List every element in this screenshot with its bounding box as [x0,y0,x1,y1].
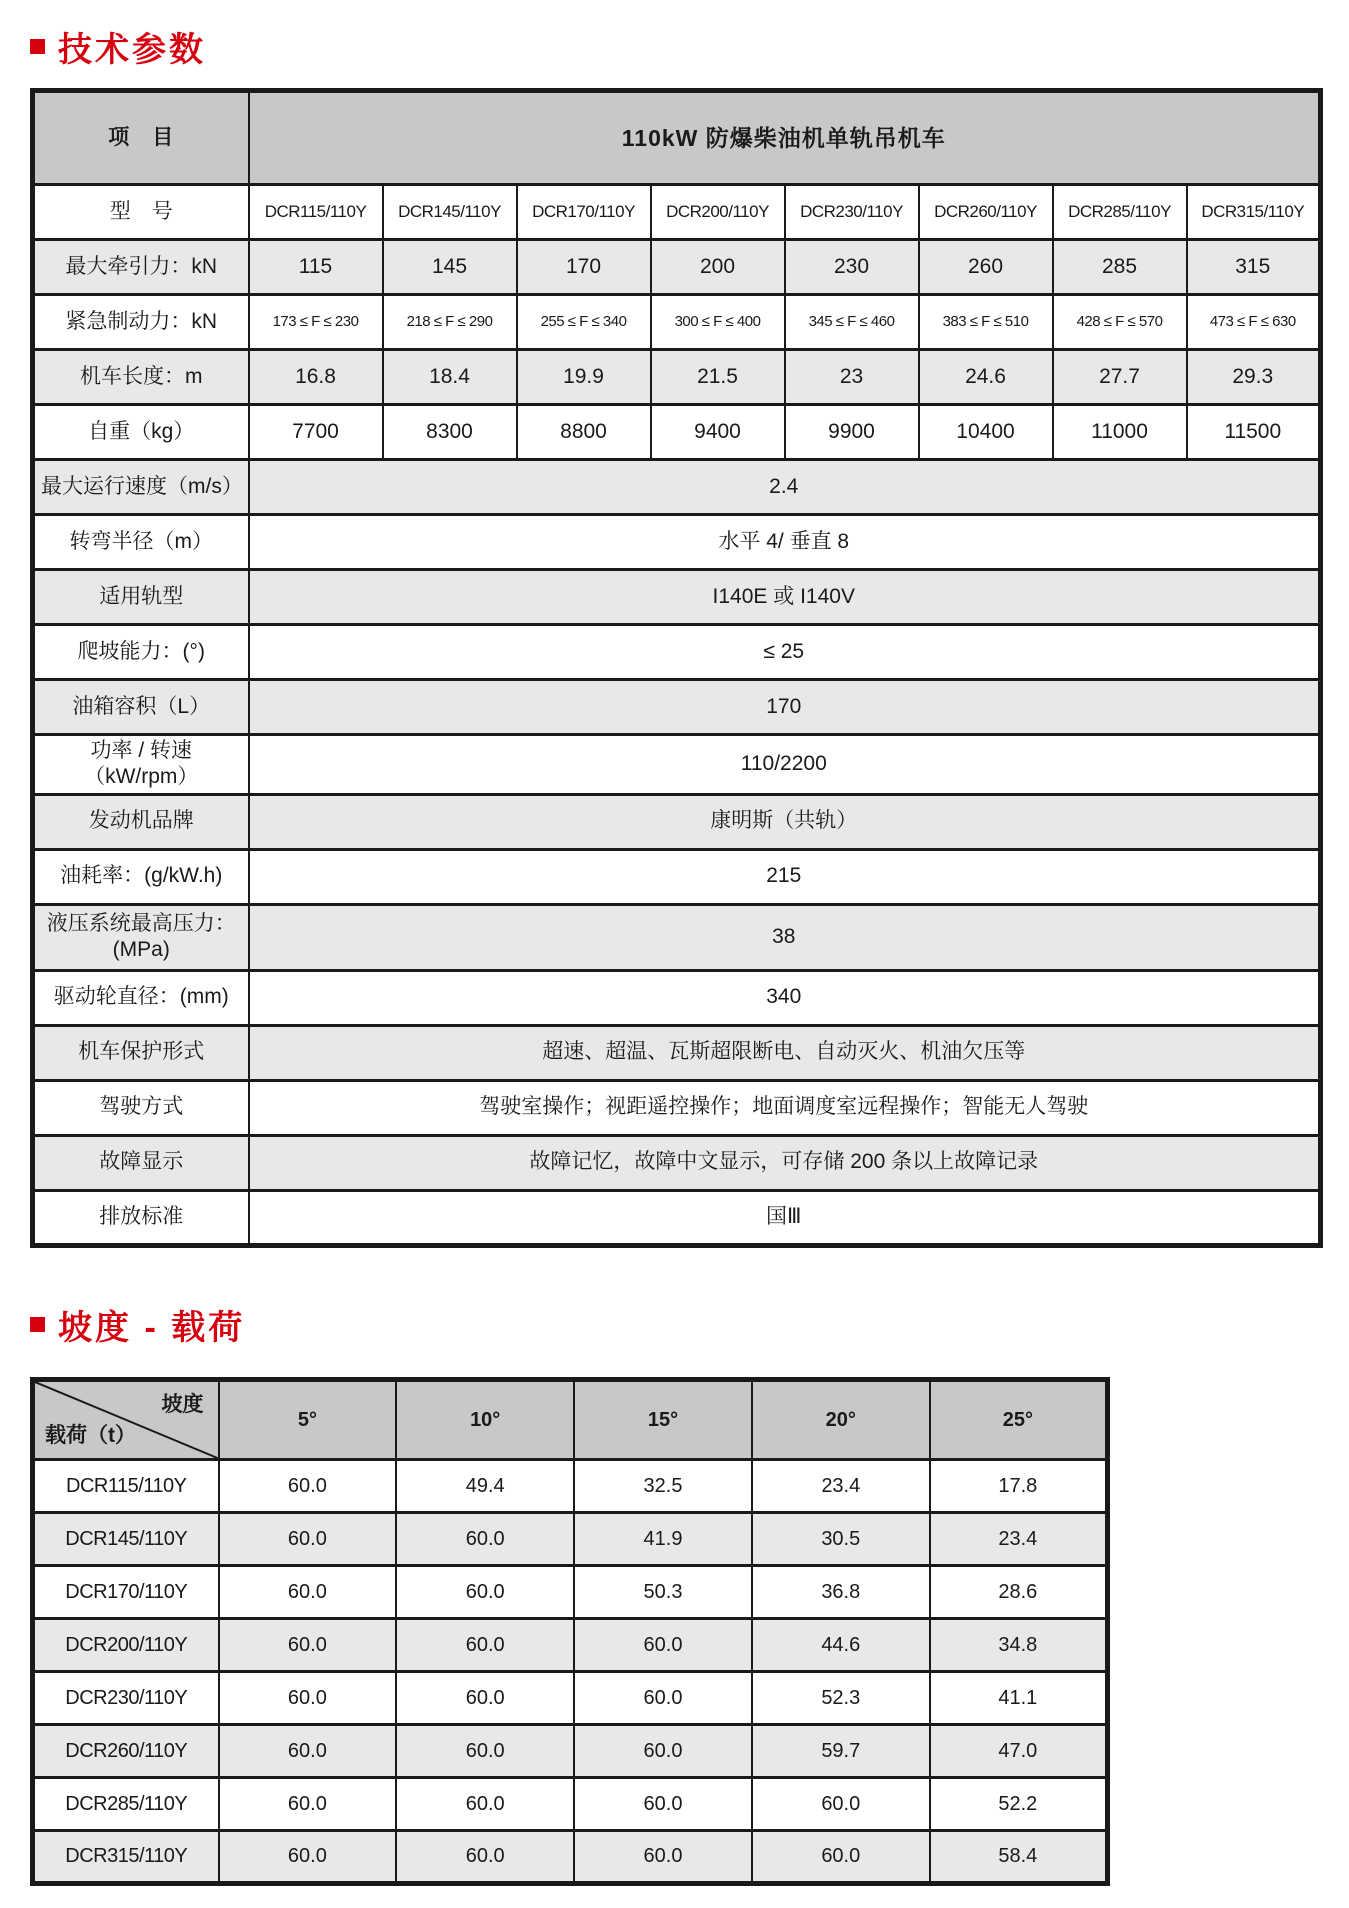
load-value-cell: 41.1 [930,1672,1108,1725]
load-value-cell: 17.8 [930,1460,1108,1513]
load-value-cell: 36.8 [752,1566,930,1619]
load-value-cell: 59.7 [752,1725,930,1778]
spec-cell: 218 ≤ F ≤ 290 [383,295,517,350]
load-value-cell: 60.0 [574,1831,752,1884]
load-value-cell: 47.0 [930,1725,1108,1778]
spec-cell: 国Ⅲ [249,1190,1321,1245]
load-value-cell: 60.0 [752,1778,930,1831]
spec-cell: 康明斯（共轨） [249,794,1321,849]
spec-cell: 145 [383,240,517,295]
spec-cell: 230 [785,240,919,295]
load-value-cell: 60.0 [396,1619,574,1672]
spec-row-label: 转弯半径（m） [33,515,249,570]
load-value-cell: 49.4 [396,1460,574,1513]
load-model-cell: DCR260/110Y [33,1725,219,1778]
spec-row-label: 适用轨型 [33,570,249,625]
spec-cell: 110/2200 [249,735,1321,795]
load-value-cell: 60.0 [219,1778,397,1831]
spec-row-label: 功率 / 转速（kW/rpm） [33,735,249,795]
spec-model-header: DCR260/110Y [919,185,1053,240]
load-model-cell: DCR170/110Y [33,1566,219,1619]
load-value-cell: 60.0 [396,1672,574,1725]
spec-row-label: 发动机品牌 [33,794,249,849]
corner-load-label: 载荷（t） [45,1423,136,1447]
load-model-cell: DCR115/110Y [33,1460,219,1513]
load-value-cell: 52.2 [930,1778,1108,1831]
spec-row-label: 机车长度：m [33,350,249,405]
load-model-cell: DCR200/110Y [33,1619,219,1672]
spec-row-label: 油箱容积（L） [33,680,249,735]
load-value-cell: 34.8 [930,1619,1108,1672]
slope-header-cell: 25° [930,1380,1108,1460]
spec-cell: 215 [249,849,1321,904]
spec-cell: 21.5 [651,350,785,405]
spec-cell: 10400 [919,405,1053,460]
spec-row-label: 最大运行速度（m/s） [33,460,249,515]
load-value-cell: 60.0 [219,1725,397,1778]
spec-cell: 38 [249,904,1321,970]
spec-cell: 173 ≤ F ≤ 230 [249,295,383,350]
spec-cell: 故障记忆，故障中文显示，可存储 200 条以上故障记录 [249,1135,1321,1190]
spec-row-label: 紧急制动力：kN [33,295,249,350]
load-value-cell: 50.3 [574,1566,752,1619]
section-title-tech-params [30,22,206,71]
spec-cell: 8800 [517,405,651,460]
slope-header-cell: 20° [752,1380,930,1460]
spec-cell: 16.8 [249,350,383,405]
load-value-cell: 23.4 [752,1460,930,1513]
spec-cell: 19.9 [517,350,651,405]
spec-row-label: 机车保护形式 [33,1025,249,1080]
red-square-bullet-icon [30,1317,45,1332]
spec-row-label: 排放标准 [33,1190,249,1245]
load-value-cell: 60.0 [396,1725,574,1778]
spec-table [30,88,1323,1248]
slope-header-cell: 5° [219,1380,397,1460]
spec-model-header: DCR170/110Y [517,185,651,240]
spec-model-header: DCR145/110Y [383,185,517,240]
section-title-text: 坡度 - 载荷 [58,1309,246,1347]
load-value-cell: 60.0 [396,1778,574,1831]
red-square-bullet-icon [30,39,45,54]
load-value-cell: 60.0 [752,1831,930,1884]
load-value-cell: 41.9 [574,1513,752,1566]
spec-cell: 473 ≤ F ≤ 630 [1187,295,1321,350]
spec-row-label: 驾驶方式 [33,1080,249,1135]
spec-row-label: 最大牵引力：kN [33,240,249,295]
spec-row-label: 驱动轮直径：(mm) [33,970,249,1025]
corner-diagonal-cell [33,1380,219,1460]
spec-row-label: 故障显示 [33,1135,249,1190]
load-model-cell: DCR285/110Y [33,1778,219,1831]
load-value-cell: 60.0 [219,1672,397,1725]
spec-row-label: 油耗率：(g/kW.h) [33,849,249,904]
load-value-cell: 23.4 [930,1513,1108,1566]
spec-cell: 340 [249,970,1321,1025]
slope-header-cell: 10° [396,1380,574,1460]
spec-row-label: 液压系统最高压力：(MPa) [33,904,249,970]
spec-cell: 超速、超温、瓦斯超限断电、自动灭火、机油欠压等 [249,1025,1321,1080]
section-title-slope-load [30,1300,245,1349]
spec-model-header: DCR115/110Y [249,185,383,240]
load-value-cell: 60.0 [574,1778,752,1831]
spec-cell: 水平 4/ 垂直 8 [249,515,1321,570]
spec-cell: 8300 [383,405,517,460]
spec-model-header: DCR315/110Y [1187,185,1321,240]
spec-cell: 383 ≤ F ≤ 510 [919,295,1053,350]
spec-cell: 285 [1053,240,1187,295]
corner-slope-label: 坡度 [161,1393,204,1416]
spec-cell: 11000 [1053,405,1187,460]
spec-cell: 260 [919,240,1053,295]
load-value-cell: 32.5 [574,1460,752,1513]
load-value-cell: 60.0 [219,1513,397,1566]
load-value-cell: 44.6 [752,1619,930,1672]
spec-cell: I140E 或 I140V [249,570,1321,625]
spec-product-header: 110kW 防爆柴油机单轨吊机车 [249,91,1321,185]
load-value-cell: 60.0 [574,1619,752,1672]
spec-cell: 驾驶室操作；视距遥控操作；地面调度室远程操作；智能无人驾驶 [249,1080,1321,1135]
spec-model-header: DCR200/110Y [651,185,785,240]
spec-cell: 29.3 [1187,350,1321,405]
spec-cell: 7700 [249,405,383,460]
spec-model-header: DCR230/110Y [785,185,919,240]
spec-cell: 11500 [1187,405,1321,460]
spec-row-label: 型 号 [33,185,249,240]
load-value-cell: 60.0 [396,1566,574,1619]
load-model-cell: DCR315/110Y [33,1831,219,1884]
load-value-cell: 60.0 [219,1566,397,1619]
load-value-cell: 60.0 [574,1725,752,1778]
spec-cell: 255 ≤ F ≤ 340 [517,295,651,350]
spec-cell: 9400 [651,405,785,460]
spec-cell: 23 [785,350,919,405]
load-value-cell: 52.3 [752,1672,930,1725]
spec-cell: 315 [1187,240,1321,295]
load-value-cell: 58.4 [930,1831,1108,1884]
load-value-cell: 30.5 [752,1513,930,1566]
spec-row-label: 爬坡能力：(°) [33,625,249,680]
load-value-cell: 60.0 [219,1831,397,1884]
spec-cell: 300 ≤ F ≤ 400 [651,295,785,350]
spec-row-label: 自重（kg） [33,405,249,460]
load-value-cell: 60.0 [574,1672,752,1725]
spec-cell: 170 [249,680,1321,735]
spec-cell: 24.6 [919,350,1053,405]
load-table [30,1377,1110,1886]
spec-cell: 115 [249,240,383,295]
spec-model-header: DCR285/110Y [1053,185,1187,240]
load-value-cell: 60.0 [219,1460,397,1513]
load-model-cell: DCR145/110Y [33,1513,219,1566]
spec-cell: ≤ 25 [249,625,1321,680]
slope-header-cell: 15° [574,1380,752,1460]
spec-cell: 9900 [785,405,919,460]
load-value-cell: 28.6 [930,1566,1108,1619]
spec-cell: 2.4 [249,460,1321,515]
spec-cell: 345 ≤ F ≤ 460 [785,295,919,350]
spec-item-header: 项 目 [33,91,249,185]
load-value-cell: 60.0 [219,1619,397,1672]
spec-cell: 27.7 [1053,350,1187,405]
spec-cell: 170 [517,240,651,295]
load-value-cell: 60.0 [396,1831,574,1884]
section-title-text: 技术参数 [58,31,206,69]
load-value-cell: 60.0 [396,1513,574,1566]
spec-cell: 200 [651,240,785,295]
load-model-cell: DCR230/110Y [33,1672,219,1725]
spec-cell: 18.4 [383,350,517,405]
spec-cell: 428 ≤ F ≤ 570 [1053,295,1187,350]
